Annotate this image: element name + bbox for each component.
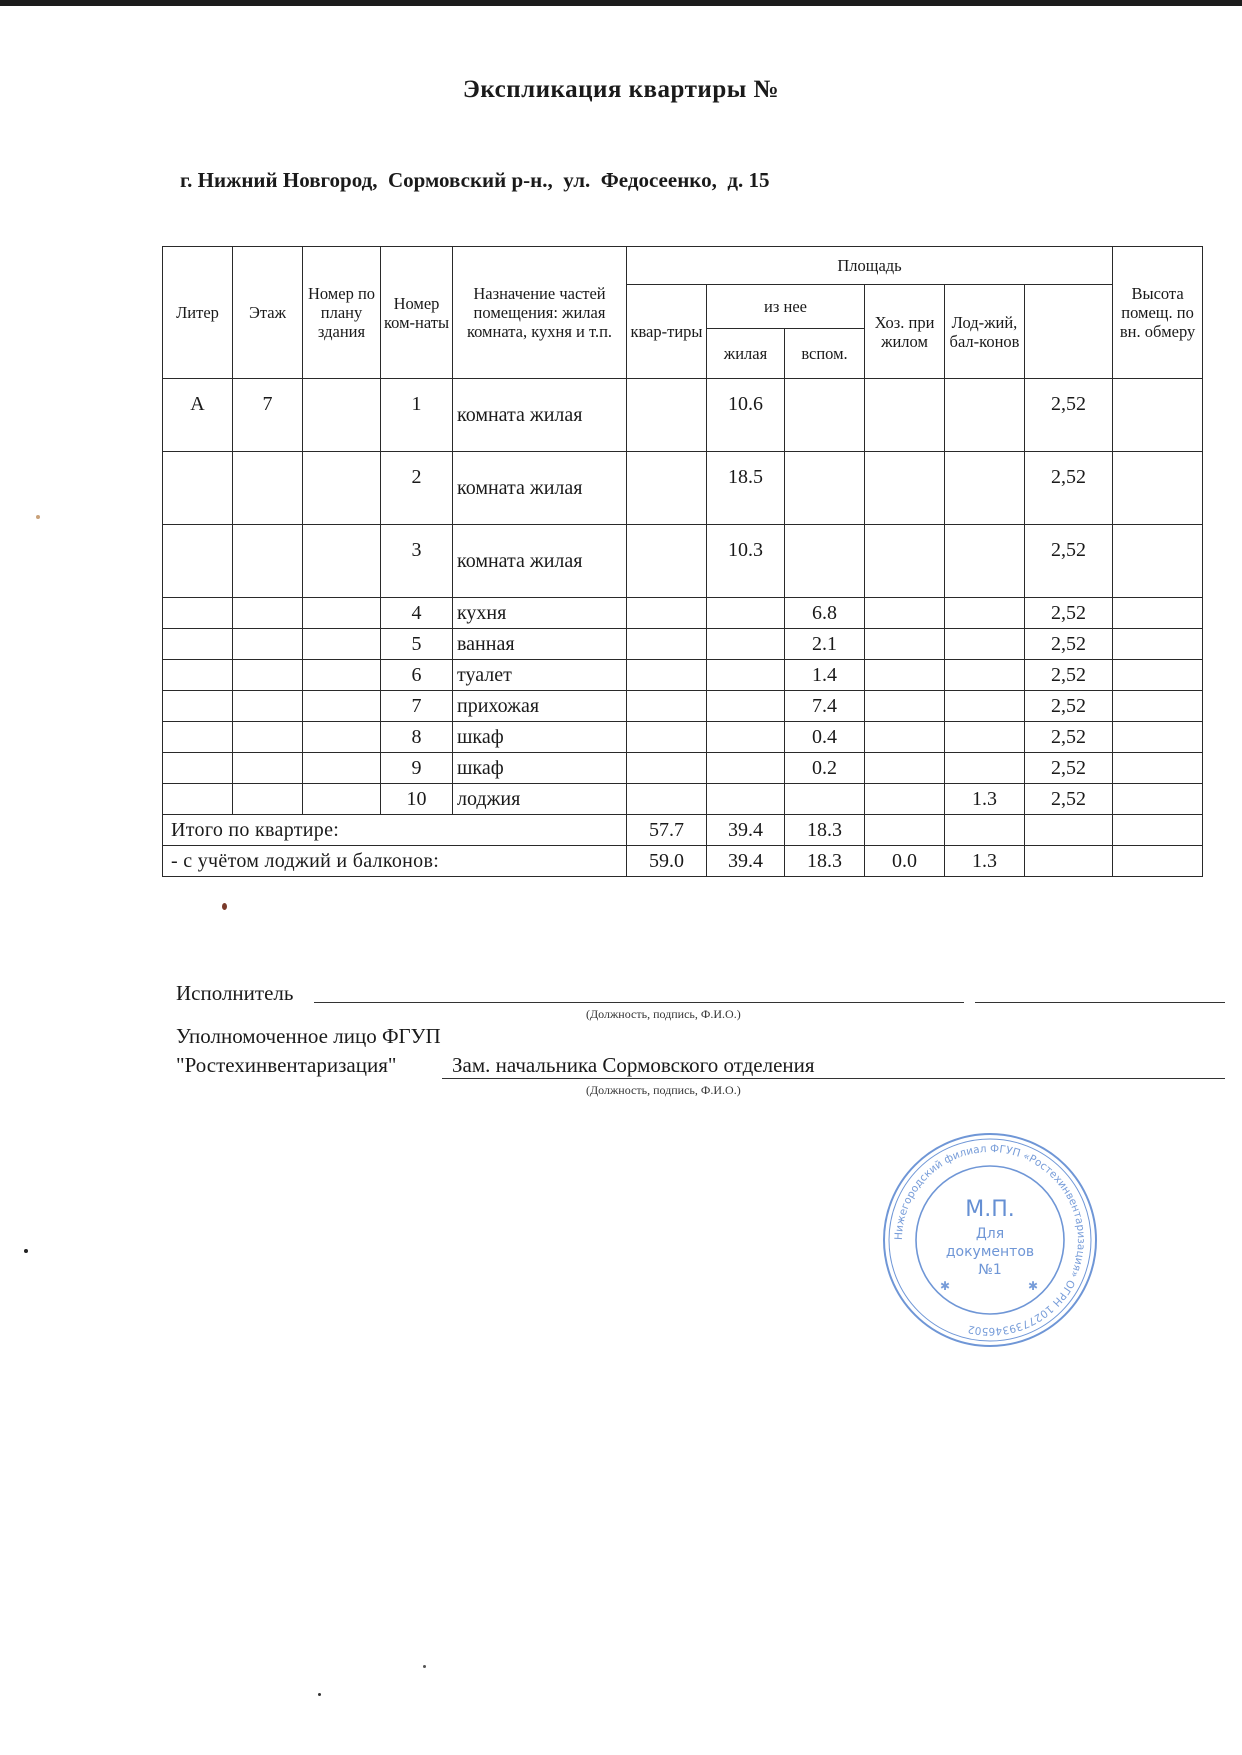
- scan-speck: [423, 1665, 426, 1668]
- cell-liter: [163, 660, 233, 691]
- col-liter: Литер: [163, 247, 233, 379]
- cell-apartment: [627, 691, 707, 722]
- scan-speck: [24, 1249, 28, 1253]
- cell-living: [707, 691, 785, 722]
- cell-loggia: [945, 691, 1025, 722]
- cell-utility: [865, 691, 945, 722]
- cell-living: 10.6: [707, 379, 785, 452]
- cell-apartment: [627, 452, 707, 525]
- cell-loggia: [945, 525, 1025, 598]
- col-plan-no: Номер по плану здания: [303, 247, 381, 379]
- cell-room: 6: [381, 660, 453, 691]
- col-of-which: из нее: [707, 285, 865, 329]
- cell-liter: [163, 753, 233, 784]
- total-aux: 18.3: [785, 846, 865, 877]
- authorized-line2: "Ростехинвентаризация": [176, 1053, 397, 1077]
- col-area: Площадь: [627, 247, 1113, 285]
- cell-aux: 2.1: [785, 629, 865, 660]
- cell-apartment: [627, 379, 707, 452]
- total-height: [1025, 815, 1113, 846]
- total-aux: 18.3: [785, 815, 865, 846]
- col-loggia: Лод-жий, бал-конов: [945, 285, 1025, 379]
- cell-purpose: комната жилая: [453, 525, 627, 598]
- stamp-star-icon: ✱: [940, 1279, 951, 1293]
- cell-loggia: 1.3: [945, 784, 1025, 815]
- cell-room: 2: [381, 452, 453, 525]
- authorized-position-hint: (Должность, подпись, Ф.И.О.): [586, 1083, 741, 1097]
- scan-speck: [222, 903, 227, 910]
- cell-room: 3: [381, 525, 453, 598]
- table-row: [163, 691, 1203, 722]
- cell-height: 2,52: [1025, 452, 1113, 525]
- total-label: - с учётом лоджий и балконов:: [163, 846, 627, 877]
- cell-height: 2,52: [1025, 722, 1113, 753]
- col-living: жилая: [707, 329, 785, 379]
- cell-liter: [163, 784, 233, 815]
- total-living: 39.4: [707, 815, 785, 846]
- total-living: 39.4: [707, 846, 785, 877]
- cell-living: [707, 722, 785, 753]
- table-row: [163, 379, 1203, 452]
- cell-floor: [233, 722, 303, 753]
- col-room-no: Номер ком-наты: [381, 247, 453, 379]
- cell-liter: [163, 691, 233, 722]
- cell-aux: [785, 379, 865, 452]
- cell-loggia: [945, 660, 1025, 691]
- table-header: [163, 247, 1203, 379]
- cell-utility: [865, 525, 945, 598]
- cell-plan: [303, 629, 381, 660]
- cell-purpose: комната жилая: [453, 379, 627, 452]
- cell-height: 2,52: [1025, 629, 1113, 660]
- col-height: Высота помещ. по вн. обмеру: [1113, 247, 1203, 379]
- cell-liter: А: [163, 379, 233, 452]
- cell-height: 2,52: [1025, 598, 1113, 629]
- cell-loggia: [945, 753, 1025, 784]
- cell-plan: [303, 379, 381, 452]
- col-apartment: квар-тиры: [627, 285, 707, 379]
- cell-aux: 6.8: [785, 598, 865, 629]
- cell-utility: [865, 722, 945, 753]
- cell-purpose: шкаф: [453, 722, 627, 753]
- cell-height: 2,52: [1025, 660, 1113, 691]
- cell-utility: [865, 452, 945, 525]
- cell-apartment: [627, 525, 707, 598]
- total-unauthorized: [1113, 815, 1203, 846]
- cell-room: 5: [381, 629, 453, 660]
- explication-table: [162, 246, 1203, 877]
- cell-floor: [233, 753, 303, 784]
- cell-utility: [865, 379, 945, 452]
- cell-aux: [785, 525, 865, 598]
- cell-plan: [303, 660, 381, 691]
- total-row: [163, 815, 1203, 846]
- cell-apartment: [627, 784, 707, 815]
- cell-liter: [163, 598, 233, 629]
- cell-loggia: [945, 452, 1025, 525]
- table-row: [163, 629, 1203, 660]
- cell-unauthorized: [1113, 753, 1203, 784]
- cell-plan: [303, 525, 381, 598]
- cell-height: 2,52: [1025, 525, 1113, 598]
- cell-unauthorized: [1113, 629, 1203, 660]
- cell-living: [707, 598, 785, 629]
- cell-purpose: ванная: [453, 629, 627, 660]
- cell-liter: [163, 722, 233, 753]
- cell-floor: [233, 660, 303, 691]
- col-purpose: Назначение частей помещения: жилая комната, кухня и т.п.: [453, 247, 627, 379]
- cell-apartment: [627, 753, 707, 784]
- cell-unauthorized: [1113, 379, 1203, 452]
- cell-purpose: шкаф: [453, 753, 627, 784]
- cell-purpose: туалет: [453, 660, 627, 691]
- cell-unauthorized: [1113, 691, 1203, 722]
- cell-plan: [303, 722, 381, 753]
- cell-unauthorized: [1113, 722, 1203, 753]
- table-body: [163, 379, 1203, 877]
- cell-purpose: прихожая: [453, 691, 627, 722]
- stamp-star-icon: ✱: [1028, 1279, 1039, 1293]
- cell-plan: [303, 784, 381, 815]
- cell-floor: [233, 691, 303, 722]
- cell-room: 1: [381, 379, 453, 452]
- cell-room: 9: [381, 753, 453, 784]
- total-label: Итого по квартире:: [163, 815, 627, 846]
- cell-aux: 0.2: [785, 753, 865, 784]
- col-aux: вспом.: [785, 329, 865, 379]
- cell-plan: [303, 753, 381, 784]
- cell-apartment: [627, 629, 707, 660]
- col-utility: Хоз. при жилом: [865, 285, 945, 379]
- cell-living: 18.5: [707, 452, 785, 525]
- cell-unauthorized: [1113, 598, 1203, 629]
- stamp-line2: документов: [945, 1244, 1035, 1260]
- cell-utility: [865, 660, 945, 691]
- cell-liter: [163, 525, 233, 598]
- total-utility: 0.0: [865, 846, 945, 877]
- total-unauthorized: [1113, 846, 1203, 877]
- top-scan-edge: [0, 0, 1242, 6]
- cell-loggia: [945, 379, 1025, 452]
- cell-liter: [163, 629, 233, 660]
- cell-purpose: лоджия: [453, 784, 627, 815]
- cell-plan: [303, 598, 381, 629]
- executor-signature-line: [314, 1002, 964, 1003]
- cell-room: 7: [381, 691, 453, 722]
- cell-utility: [865, 784, 945, 815]
- table-row: [163, 525, 1203, 598]
- cell-room: 8: [381, 722, 453, 753]
- cell-liter: [163, 452, 233, 525]
- table-row: [163, 784, 1203, 815]
- cell-plan: [303, 691, 381, 722]
- cell-living: [707, 753, 785, 784]
- table-row: [163, 722, 1203, 753]
- authorized-position: Зам. начальника Сормовского отделения: [452, 1053, 815, 1077]
- cell-apartment: [627, 722, 707, 753]
- table-row: [163, 598, 1203, 629]
- scan-speck: [36, 515, 40, 519]
- total-height: [1025, 846, 1113, 877]
- cell-utility: [865, 598, 945, 629]
- cell-unauthorized: [1113, 784, 1203, 815]
- official-stamp: [880, 1130, 1100, 1350]
- total-with-loggias-row: [163, 846, 1203, 877]
- cell-plan: [303, 452, 381, 525]
- cell-purpose: кухня: [453, 598, 627, 629]
- cell-living: [707, 629, 785, 660]
- cell-unauthorized: [1113, 525, 1203, 598]
- cell-purpose: комната жилая: [453, 452, 627, 525]
- table-row: [163, 660, 1203, 691]
- total-utility: [865, 815, 945, 846]
- cell-aux: [785, 784, 865, 815]
- stamp-mp: М.П.: [965, 1197, 1015, 1222]
- cell-loggia: [945, 598, 1025, 629]
- cell-living: [707, 660, 785, 691]
- cell-aux: 1.4: [785, 660, 865, 691]
- address-line: г. Нижний Новгород, Сормовский р-н., ул. Федосеенко, д. 15: [180, 168, 770, 192]
- cell-aux: 0.4: [785, 722, 865, 753]
- cell-apartment: [627, 598, 707, 629]
- cell-living: [707, 784, 785, 815]
- cell-height: 2,52: [1025, 379, 1113, 452]
- cell-room: 10: [381, 784, 453, 815]
- cell-apartment: [627, 660, 707, 691]
- cell-aux: [785, 452, 865, 525]
- cell-floor: [233, 784, 303, 815]
- stamp-line3: №1: [978, 1262, 1002, 1278]
- total-apartment: 57.7: [627, 815, 707, 846]
- cell-floor: [233, 598, 303, 629]
- authorized-line1: Уполномоченное лицо ФГУП: [176, 1024, 441, 1048]
- table-row: [163, 753, 1203, 784]
- executor-label: Исполнитель: [176, 981, 294, 1005]
- total-apartment: 59.0: [627, 846, 707, 877]
- cell-floor: [233, 629, 303, 660]
- total-loggia: 1.3: [945, 846, 1025, 877]
- cell-height: 2,52: [1025, 784, 1113, 815]
- table-row: [163, 452, 1203, 525]
- total-loggia: [945, 815, 1025, 846]
- cell-floor: [233, 452, 303, 525]
- cell-aux: 7.4: [785, 691, 865, 722]
- cell-loggia: [945, 722, 1025, 753]
- cell-unauthorized: [1113, 660, 1203, 691]
- stamp-ring-text: Нижегородский филиал ФГУП «Ростехинвентаризация» ОГРН 1027739346502: [892, 1142, 1088, 1338]
- cell-height: 2,52: [1025, 691, 1113, 722]
- cell-utility: [865, 629, 945, 660]
- executor-position-hint: (Должность, подпись, Ф.И.О.): [586, 1007, 741, 1021]
- stamp-line1: Для: [975, 1226, 1005, 1242]
- cell-floor: 7: [233, 379, 303, 452]
- cell-height: 2,52: [1025, 753, 1113, 784]
- cell-loggia: [945, 629, 1025, 660]
- cell-utility: [865, 753, 945, 784]
- cell-floor: [233, 525, 303, 598]
- cell-room: 4: [381, 598, 453, 629]
- authorized-signature-line: [442, 1078, 1225, 1079]
- cell-unauthorized: [1113, 452, 1203, 525]
- cell-living: 10.3: [707, 525, 785, 598]
- executor-name-line: [975, 1002, 1225, 1003]
- document-title: Экспликация квартиры №: [462, 76, 780, 103]
- scan-speck: [318, 1693, 321, 1696]
- col-floor: Этаж: [233, 247, 303, 379]
